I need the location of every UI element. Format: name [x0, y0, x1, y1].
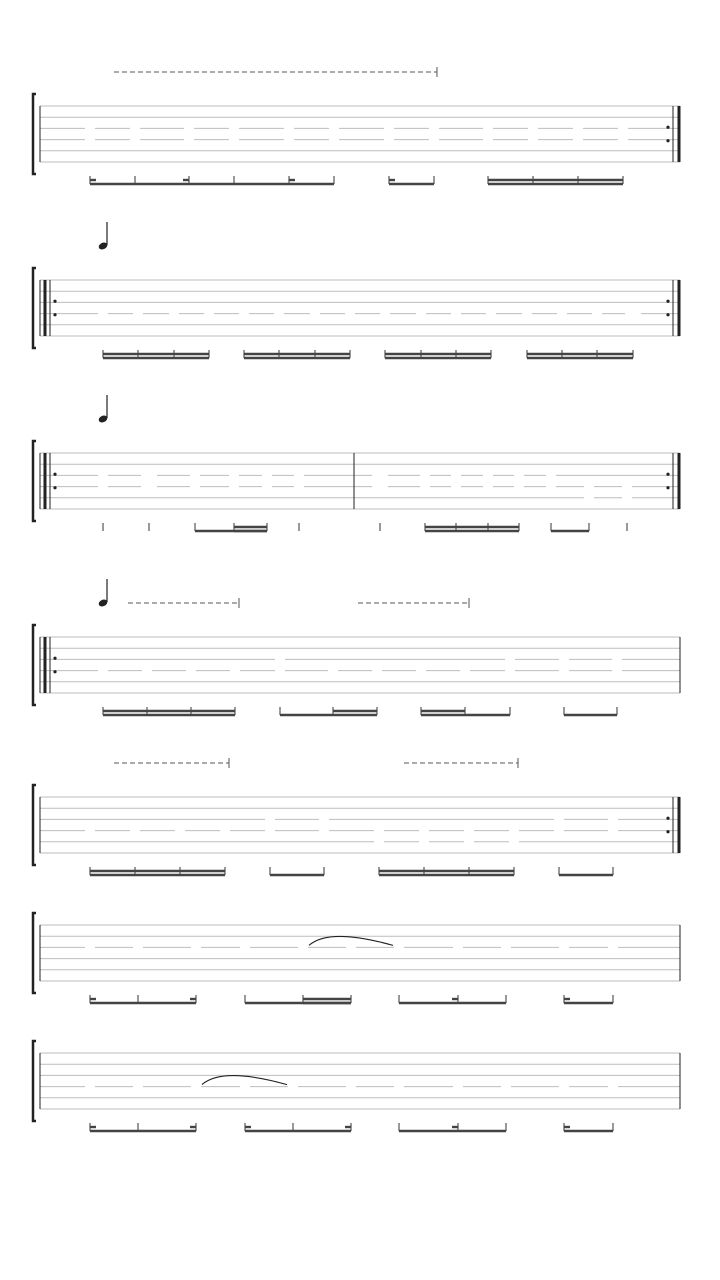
- note: [429, 123, 439, 184]
- fret-backdrop: [169, 309, 179, 320]
- fret-backdrop: [265, 814, 275, 825]
- fret-backdrop: [522, 309, 532, 320]
- note: [618, 123, 628, 184]
- tempo-marking: [98, 579, 109, 608]
- fret-backdrop: [240, 1082, 250, 1093]
- fret-backdrop: [191, 1082, 201, 1093]
- note: [169, 309, 179, 358]
- note: [509, 826, 519, 875]
- system-bracket: [33, 94, 36, 174]
- note: [329, 123, 339, 184]
- fret-backdrop: [514, 482, 524, 493]
- palm-mute: [404, 758, 518, 768]
- fret-backdrop: [608, 942, 618, 953]
- fret-backdrop: [612, 654, 622, 665]
- note: [453, 1082, 463, 1131]
- repeat-dot: [53, 313, 56, 316]
- fret-backdrop: [98, 666, 108, 677]
- note: [191, 942, 201, 1003]
- note: [559, 942, 569, 1003]
- note: [133, 1082, 143, 1131]
- tab-system: [33, 395, 680, 531]
- fret-backdrop: [345, 309, 355, 320]
- note: [528, 123, 538, 184]
- note: [374, 826, 384, 875]
- fret-backdrop: [288, 1082, 298, 1093]
- note: [98, 666, 108, 715]
- fret-backdrop: [584, 493, 594, 504]
- fret-backdrop: [310, 309, 320, 320]
- fret-backdrop: [380, 309, 390, 320]
- fret-backdrop: [220, 826, 230, 837]
- fret-backdrop: [374, 837, 384, 848]
- fret-backdrop: [429, 123, 439, 134]
- note: [288, 1082, 298, 1131]
- fret-backdrop: [319, 814, 329, 825]
- fret-backdrop: [625, 309, 641, 320]
- fret-backdrop: [85, 826, 95, 837]
- note: [380, 309, 390, 358]
- note: [204, 309, 214, 358]
- fret-backdrop: [554, 826, 564, 837]
- palm-mute: [358, 598, 469, 608]
- fret-backdrop: [505, 654, 515, 665]
- fret-backdrop: [509, 826, 519, 837]
- note: [190, 470, 200, 531]
- fret-backdrop: [546, 470, 556, 481]
- fret-backdrop: [486, 309, 496, 320]
- fret-backdrop: [451, 470, 461, 481]
- fret-backdrop: [483, 482, 493, 493]
- fret-backdrop: [559, 942, 569, 953]
- note: [230, 666, 240, 715]
- fret-backdrop: [514, 470, 524, 481]
- note: [265, 814, 275, 875]
- note: [554, 814, 564, 875]
- tab-system: [33, 758, 680, 875]
- fret-backdrop: [464, 837, 474, 848]
- fret-backdrop: [85, 135, 95, 146]
- fret-backdrop: [229, 470, 239, 481]
- fret-backdrop: [394, 1082, 404, 1093]
- fret-backdrop: [528, 123, 538, 134]
- fret-backdrop: [298, 942, 308, 953]
- note: [557, 309, 567, 358]
- fret-backdrop: [284, 123, 294, 134]
- fret-backdrop: [559, 1082, 569, 1093]
- note: [275, 654, 285, 715]
- note: [85, 123, 95, 184]
- note: [239, 309, 249, 358]
- note: [584, 482, 594, 531]
- note: [608, 814, 618, 875]
- note: [559, 1082, 569, 1131]
- fret-backdrop: [394, 942, 404, 953]
- fret-backdrop: [133, 1082, 143, 1093]
- note: [133, 309, 143, 358]
- fret-backdrop: [460, 666, 470, 677]
- fret-backdrop: [230, 666, 240, 677]
- note: [229, 123, 239, 184]
- fret-backdrop: [483, 470, 493, 481]
- note: [284, 123, 294, 184]
- fret-backdrop: [229, 123, 239, 134]
- fret-backdrop: [419, 837, 429, 848]
- note: [419, 826, 429, 875]
- fret-backdrop: [262, 470, 272, 481]
- fret-backdrop: [622, 493, 632, 504]
- fret-backdrop: [384, 135, 394, 146]
- fret-backdrop: [275, 666, 285, 677]
- fret-backdrop: [608, 826, 618, 837]
- fret-backdrop: [319, 826, 329, 837]
- fret-backdrop: [329, 135, 339, 146]
- repeat-dot: [666, 817, 669, 820]
- fret-backdrop: [618, 123, 628, 134]
- fret-backdrop: [275, 654, 285, 665]
- tab-system: [33, 67, 680, 184]
- note: [142, 666, 152, 715]
- note: [501, 1082, 511, 1131]
- fret-backdrop: [372, 470, 388, 481]
- fret-backdrop: [608, 1082, 618, 1093]
- fret-backdrop: [557, 309, 567, 320]
- fret-backdrop: [186, 666, 196, 677]
- note: [85, 826, 95, 875]
- fret-backdrop: [346, 1082, 356, 1093]
- fret-backdrop: [204, 309, 214, 320]
- fret-backdrop: [294, 482, 304, 493]
- fret-backdrop: [622, 482, 632, 493]
- fret-backdrop: [608, 814, 618, 825]
- fret-backdrop: [584, 482, 594, 493]
- repeat-dot: [666, 300, 669, 303]
- fret-backdrop: [184, 135, 194, 146]
- note: [186, 666, 196, 715]
- note: [501, 942, 511, 1003]
- fret-backdrop: [98, 482, 108, 493]
- note: [130, 826, 140, 875]
- system-bracket: [33, 1041, 36, 1121]
- fret-backdrop: [240, 942, 250, 953]
- repeat-dot: [53, 300, 56, 303]
- note: [294, 470, 304, 531]
- note: [573, 123, 583, 184]
- note: [85, 1082, 95, 1131]
- fret-backdrop: [528, 135, 538, 146]
- note: [505, 654, 515, 715]
- fret-backdrop: [141, 482, 157, 493]
- tempo-marking: [98, 222, 109, 251]
- note: [229, 470, 239, 531]
- fret-backdrop: [505, 666, 515, 677]
- note: [133, 942, 143, 1003]
- fret-backdrop: [85, 1082, 95, 1093]
- fret-backdrop: [374, 826, 384, 837]
- note: [310, 309, 320, 358]
- note: [559, 654, 569, 715]
- note: [612, 654, 622, 715]
- system-bracket: [33, 268, 36, 348]
- fret-backdrop: [453, 1082, 463, 1093]
- note: [546, 470, 556, 531]
- fret-backdrop: [554, 814, 564, 825]
- repeat-dot: [666, 126, 669, 129]
- fret-backdrop: [483, 135, 493, 146]
- fret-backdrop: [483, 123, 493, 134]
- note: [420, 470, 430, 531]
- fret-backdrop: [175, 826, 185, 837]
- note: [184, 123, 194, 184]
- fret-backdrop: [416, 666, 426, 677]
- fret-backdrop: [384, 123, 394, 134]
- note: [175, 826, 185, 875]
- note: [98, 470, 108, 531]
- fret-backdrop: [98, 309, 108, 320]
- tab-system: [33, 913, 680, 1003]
- fret-backdrop: [190, 470, 200, 481]
- note: [451, 309, 461, 358]
- note: [384, 123, 394, 184]
- fret-backdrop: [420, 482, 430, 493]
- note: [514, 470, 524, 531]
- note: [85, 942, 95, 1003]
- fret-backdrop: [464, 826, 474, 837]
- note: [346, 1082, 356, 1131]
- note: [345, 309, 355, 358]
- repeat-dot: [53, 657, 56, 660]
- palm-mute: [128, 598, 239, 608]
- fret-backdrop: [184, 123, 194, 134]
- note: [240, 942, 250, 1003]
- fret-backdrop: [294, 470, 304, 481]
- fret-backdrop: [372, 482, 388, 493]
- fret-backdrop: [612, 666, 622, 677]
- note: [98, 309, 108, 358]
- fret-backdrop: [262, 482, 272, 493]
- fret-backdrop: [130, 826, 140, 837]
- fret-backdrop: [229, 135, 239, 146]
- fret-backdrop: [229, 482, 239, 493]
- fret-backdrop: [501, 942, 511, 953]
- note: [394, 1082, 404, 1131]
- fret-backdrop: [559, 666, 569, 677]
- note: [464, 826, 474, 875]
- note: [483, 470, 493, 531]
- note: [608, 1082, 618, 1131]
- note: [262, 470, 272, 531]
- fret-backdrop: [98, 470, 108, 481]
- system-bracket: [33, 441, 36, 521]
- fret-backdrop: [420, 470, 430, 481]
- repeat-dot: [53, 473, 56, 476]
- note: [328, 666, 338, 715]
- fret-backdrop: [265, 826, 275, 837]
- fret-backdrop: [592, 309, 602, 320]
- fret-backdrop: [274, 309, 284, 320]
- note: [483, 123, 493, 184]
- fret-backdrop: [133, 942, 143, 953]
- tab-system: [33, 579, 680, 715]
- fret-backdrop: [546, 482, 556, 493]
- fret-backdrop: [451, 482, 461, 493]
- fret-backdrop: [329, 123, 339, 134]
- note: [220, 826, 230, 875]
- note: [608, 942, 618, 1003]
- note: [622, 482, 632, 531]
- fret-backdrop: [141, 470, 157, 481]
- fret-backdrop: [559, 654, 569, 665]
- tab-system: [33, 1041, 680, 1131]
- fret-backdrop: [190, 482, 200, 493]
- system-bracket: [33, 785, 36, 865]
- repeat-dot: [53, 670, 56, 673]
- system-bracket: [33, 625, 36, 705]
- fret-backdrop: [239, 309, 249, 320]
- fret-backdrop: [419, 826, 429, 837]
- note: [240, 1082, 250, 1131]
- fret-backdrop: [573, 135, 583, 146]
- note: [394, 942, 404, 1003]
- fret-backdrop: [130, 135, 140, 146]
- fret-backdrop: [453, 942, 463, 953]
- repeat-dot: [666, 486, 669, 489]
- note: [346, 942, 356, 1003]
- repeat-dot: [666, 139, 669, 142]
- note: [298, 942, 308, 1003]
- note: [274, 309, 284, 358]
- repeat-dot: [666, 473, 669, 476]
- fret-backdrop: [130, 123, 140, 134]
- palm-mute: [114, 67, 437, 77]
- note: [191, 1082, 201, 1131]
- fret-backdrop: [509, 837, 519, 848]
- system-bracket: [33, 913, 36, 993]
- note: [486, 309, 496, 358]
- fret-backdrop: [85, 123, 95, 134]
- fret-backdrop: [191, 942, 201, 953]
- note: [451, 470, 461, 531]
- note: [319, 814, 329, 875]
- fret-backdrop: [284, 135, 294, 146]
- tempo-marking: [98, 395, 109, 424]
- fret-backdrop: [429, 135, 439, 146]
- note: [522, 309, 532, 358]
- repeat-dot: [666, 313, 669, 316]
- fret-backdrop: [573, 123, 583, 134]
- fret-backdrop: [618, 135, 628, 146]
- fret-backdrop: [328, 666, 338, 677]
- repeat-dot: [53, 486, 56, 489]
- note: [130, 123, 140, 184]
- fret-backdrop: [501, 1082, 511, 1093]
- fret-backdrop: [85, 942, 95, 953]
- note: [416, 309, 426, 358]
- note: [141, 470, 157, 531]
- fret-backdrop: [346, 942, 356, 953]
- fret-backdrop: [372, 666, 382, 677]
- fret-backdrop: [142, 666, 152, 677]
- fret-backdrop: [133, 309, 143, 320]
- note: [460, 666, 470, 715]
- repeat-dot: [666, 830, 669, 833]
- tab-system: [33, 222, 680, 358]
- note: [453, 942, 463, 1003]
- note: [625, 309, 641, 358]
- fret-backdrop: [451, 309, 461, 320]
- fret-backdrop: [416, 309, 426, 320]
- note: [416, 666, 426, 715]
- note: [372, 666, 382, 715]
- palm-mute: [114, 758, 229, 768]
- note: [372, 470, 388, 531]
- note: [592, 309, 602, 358]
